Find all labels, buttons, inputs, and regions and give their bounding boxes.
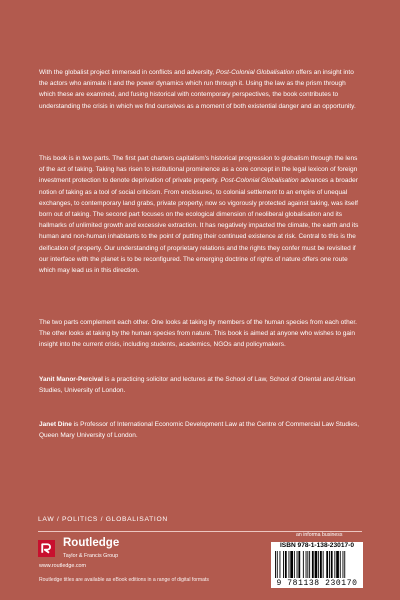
publisher-name: Routledge <box>63 537 120 549</box>
barcode-bar <box>289 551 290 578</box>
barcode-bar <box>329 551 330 578</box>
barcode-bar <box>320 551 322 578</box>
barcode-bar <box>297 551 298 578</box>
barcode-bar <box>275 551 276 578</box>
barcode-bar <box>323 551 324 578</box>
barcode-bar <box>277 551 278 578</box>
barcode-bar <box>315 551 318 578</box>
author-name: Janet Dine <box>39 421 72 428</box>
author-bio-1: Yanit Manor-Percival is a practicing solicitor and lectures at the School of Law, School of Oriental and African Studies, University of London. <box>39 376 356 395</box>
barcode <box>271 542 363 588</box>
barcode-bars <box>275 551 359 578</box>
barcode-number: 9 781138 230170 <box>276 579 358 588</box>
barcode-bar <box>294 551 295 578</box>
publisher-group: Taylor & Francis Group <box>63 553 119 559</box>
author-name: Yanit Manor-Percival <box>39 376 103 383</box>
blurb-paragraph-3: The two parts complement each other. One looks at taking by members of the human species from each other. The other looks at taking by the human species from nature. This book is aimed at anyone who wishes to gain insight into the current crisis, including students, academics, NGOs and policymakers. <box>39 319 357 349</box>
barcode-bar <box>340 551 341 578</box>
barcode-bar <box>344 551 345 578</box>
barcode-bar <box>318 551 319 578</box>
barcode-bar <box>298 551 300 578</box>
routledge-logo-icon <box>38 540 55 557</box>
publisher-website[interactable]: www.routledge.com <box>39 563 87 569</box>
isbn-label: ISBN 978-1-138-23017-0 <box>279 542 355 549</box>
barcode-bar <box>280 551 281 578</box>
barcode-bar <box>334 551 335 578</box>
barcode-bar <box>312 551 314 578</box>
barcode-bar <box>309 551 310 578</box>
barcode-bar <box>303 551 304 578</box>
barcode-bar <box>336 551 339 578</box>
blurb-paragraph-1: With the globalist project immersed in conflicts and adversity, Post-Colonial Globalisation offers an insight into the actors who animate it and the power dynamics which run through it. Using the law as the prism through which these are examined, and fusing historical with contemporary perspectives, the book contributes to understanding the crisis in which we find ourselves as a moment of both existential danger and an opportunity. <box>39 69 356 110</box>
informa-label: an informa business <box>296 532 343 538</box>
barcode-bar <box>283 551 284 578</box>
barcode-bar <box>285 551 287 578</box>
barcode-bar <box>326 551 328 578</box>
barcode-bar <box>343 551 344 578</box>
author-bio-2: Janet Dine is Professor of International Economic Development Law at the Centre of Commercial Law Studies, Queen Mary University of London. <box>39 421 360 440</box>
barcode-bar <box>331 551 333 578</box>
barcode-bar <box>306 551 307 578</box>
ebook-note: Routledge titles are available as eBook editions in a range of digital formats <box>39 577 209 583</box>
subject-category: LAW / POLITICS / GLOBALISATION <box>38 516 168 523</box>
barcode-bar <box>290 551 293 578</box>
blurb-paragraph-2: This book is in two parts. The first part charters capitalism's historical progression to globalism through the lens of the act of taking. Taking has risen to institutional prominence as a core concept in the legal lexicon of foreign investment protection to denote deprivation of private property. Post-Colonial Globalisation advances a broader notion of taking as a tool of social criticism. From enclosures, to colonial settlement to an empire of unequal exchanges, to contemporary land grabs, private property, now so vigorously protected against taking, was itself born out of taking. The second part focuses on the ecological dimension of neoliberal globalisation and its hallmarks of unlimited growth and excessive extraction. It has negatively impacted the climate, the earth and its human and non-human inhabitants to the point of putting their continued existence at risk. Central to this is the deification of property. Our understanding of proprietary relations and the rights they confer must be revisited if our interface with the planet is to be reconfigured. The emerging doctrine of rights of nature offers one route which may lead us in this direction. <box>39 155 359 275</box>
barcode-bar <box>307 551 308 578</box>
